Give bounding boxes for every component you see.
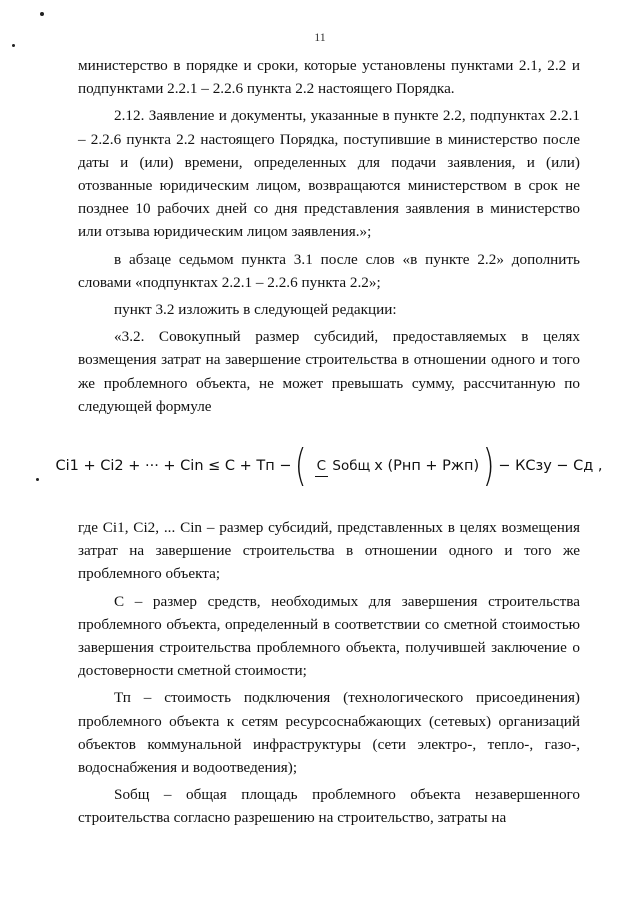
page-number: 11 — [314, 30, 326, 44]
document-body — [55, 54, 603, 834]
formula-open-paren: ( — [295, 440, 308, 492]
paragraph-continuation: министерство в порядке и сроки, которые установлены пунктами 2.1, 2.2 и подпунктами 2.2.1 – 2.2.6 пункта 2.2 настоящего Порядка. — [78, 57, 580, 98]
definition-ci: где Ci1, Ci2, ... Cin – размер субсидий, представленных в целях возмещения затрат на завершение строительства в отношении одного и того же проблемного объекта; — [78, 519, 580, 583]
formula-close-paren: ) — [482, 440, 495, 492]
formula-fraction — [315, 456, 371, 477]
paragraph-amendment-3-1: в абзаце седьмом пункта 3.1 после слов «в пункте 2.2» дополнить словами «подпунктах 2.2.1 – 2.2.6 пункта 2.2»; — [78, 250, 580, 291]
fraction-numerator: C — [315, 458, 328, 477]
scan-dot-mark — [36, 478, 39, 481]
definition-sobsch: Sобщ – общая площадь проблемного объекта незавершенного строительства согласно разрешению на строительство, затраты на — [78, 786, 580, 827]
paragraph-2-12: 2.12. Заявление и документы, указанные в пункте 2.2, подпунктах 2.2.1 – 2.2.6 пункта 2.2 настоящего Порядка, поступившие в министерство после даты и (или) времени, определенных для подачи заявления, и (или) отозванные юридическим лицом, возвращаются министерством в срок не позднее 10 рабочих дней со дня представления заявления в министерство или отзыва юридическим лицом заявления.»; — [78, 107, 580, 241]
scan-dot-mark — [40, 12, 44, 16]
formula-multiplier: x (Pнп + Pжп) — [374, 458, 480, 475]
formula-right-side: − КСзу − Сд , — [498, 458, 603, 475]
definition-tp: Тп – стоимость подключения (технологического присоединения) проблемного объекта к сетям ресурсоснабжающих (сетевых) организаций объектов коммунальной инфраструктуры (сети электро-, тепло-, газо-, водоснабжения и водоотведения); — [78, 689, 580, 777]
subsidy-formula — [55, 428, 603, 504]
fraction-denominator: Sобщ — [332, 457, 371, 474]
paragraph-3-2-text: «3.2. Совокупный размер субсидий, предоставляемых в целях возмещения затрат на завершение строительства в отношении одного и того же проблемного объекта, не может превышать сумму, рассчитанную по следующей формуле — [78, 328, 580, 415]
paragraph-amendment-3-2-intro: пункт 3.2 изложить в следующей редакции: — [114, 301, 397, 319]
definition-c: С – размер средств, необходимых для завершения строительства проблемного объекта, определенный в соответствии со сметной стоимостью завершения строительства проблемного объекта, получившей заключение о достоверности сметной стоимости; — [78, 592, 580, 680]
formula-left-side: Ci1 + Ci2 + ··· + Cin ≤ C + Tп − — [55, 458, 292, 475]
